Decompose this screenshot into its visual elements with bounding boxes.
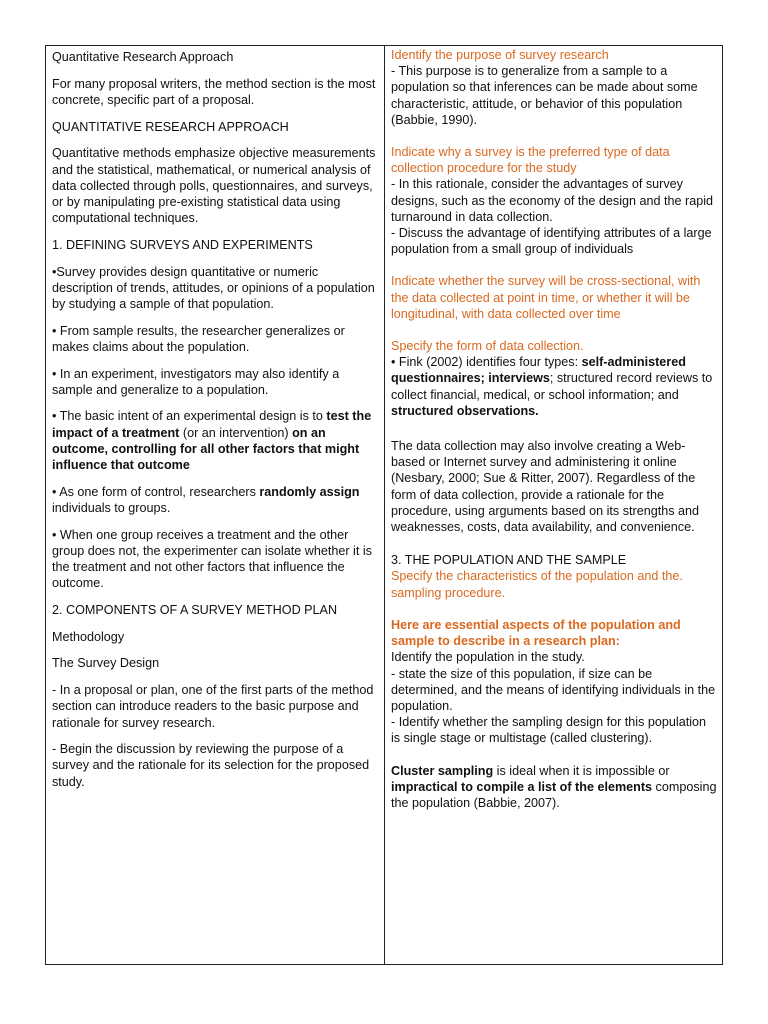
specify-characteristics-heading: Specify the characteristics of the population and the. sampling procedure. <box>391 569 683 600</box>
cross-sectional-block <box>391 273 717 322</box>
why-survey-block <box>391 144 717 257</box>
form-heading: Specify the form of data collection. <box>391 339 584 354</box>
dash-begin-discussion: - Begin the discussion by reviewing the purpose of a survey and the rationale for its selection for the proposed study. <box>52 742 370 789</box>
section-heading-approach: QUANTITATIVE RESEARCH APPROACH <box>52 119 289 134</box>
why-survey-text-1: - In this rationale, consider the advantages of survey designs, such as the economy of the design and the rapid turnaround in data collection. <box>391 177 714 224</box>
form-block <box>391 338 717 419</box>
dash-proposal-plan: - In a proposal or plan, one of the first parts of the method section can introduce readers to the basic purpose and rationale for survey research. <box>52 683 374 730</box>
right-column <box>385 46 722 964</box>
approach-paragraph: Quantitative methods emphasize objective measurements and the statistical, mathematical, or numerical analysis of data collected through polls, questionnaires, and surveys, or by manipulating pre-existing statistical data using computational techniques. <box>52 146 376 226</box>
why-survey-text-2: - Discuss the advantage of identifying attributes of a large population from a small group of individuals <box>391 226 712 257</box>
bullet-sample-results: • From sample results, the researcher generalizes or makes claims about the population. <box>52 323 345 354</box>
cluster-sampling-text: Cluster sampling is ideal when it is impossible or impractical to compile a list of the elements composing the population (Babbie, 2007). <box>391 763 717 810</box>
purpose-heading: Identify the purpose of survey research <box>391 48 609 62</box>
purpose-block <box>391 47 717 128</box>
doc-title: Quantitative Research Approach <box>52 50 234 64</box>
form-types-text: • Fink (2002) identifies four types: self-administered questionnaires; interviews; structured record reviews to collect financial, medical, or school information; and structured observations. <box>391 355 713 418</box>
intro-paragraph: For many proposal writers, the method section is the most concrete, specific part of a proposal. <box>52 76 376 107</box>
two-column-table <box>45 45 723 965</box>
population-heading: 3. THE POPULATION AND THE SAMPLE <box>391 553 627 568</box>
section-heading-components: 2. COMPONENTS OF A SURVEY METHOD PLAN <box>52 602 338 617</box>
cross-sectional-heading: Indicate whether the survey will be cross-sectional, with the data collected at point in time, or whether it will be longitudinal, with data collected over time <box>391 274 701 321</box>
population-heading-block <box>391 552 717 601</box>
cluster-sampling-block <box>391 763 717 812</box>
left-column <box>46 46 385 964</box>
methodology-label: Methodology <box>52 629 125 644</box>
bullet-experimental-intent: • The basic intent of an experimental design is to test the impact of a treatment (or an intervention) on an outcome, controlling for all other factors that might influence that outcome <box>52 409 372 473</box>
identify-population-text: Identify the population in the study. <box>391 650 585 665</box>
bullet-survey: •Survey provides design quantitative or numeric description of trends, attitudes, or opinions of a population by studying a sample of that population. <box>52 264 375 311</box>
why-survey-heading: Indicate why a survey is the preferred type of data collection procedure for the study <box>391 145 670 176</box>
bullet-treatment-group: • When one group receives a treatment and the other group does not, the experimenter can isolate whether it is the treatment and not other factors that influence the outcome. <box>52 527 372 591</box>
survey-design-label: The Survey Design <box>52 656 160 671</box>
web-survey-block <box>391 438 717 535</box>
web-survey-text: The data collection may also involve creating a Web-based or Internet survey and administering it online (Nesbary, 2000; Sue & Ritter, 2007). Regardless of the form of data collection, provide a rationale for the procedure, using arguments based on its strengths and weaknesses, costs, data availability, and convenience. <box>391 439 700 535</box>
section-heading-surveys-experiments: 1. DEFINING SURVEYS AND EXPERIMENTS <box>52 237 313 252</box>
sampling-design-text: - Identify whether the sampling design for this population is single stage or multistage (called clustering). <box>391 715 707 746</box>
essential-aspects-heading: Here are essential aspects of the population and sample to describe in a research plan: <box>391 617 681 649</box>
essential-aspects-block <box>391 617 717 747</box>
bullet-random-assign: • As one form of control, researchers randomly assign individuals to groups. <box>52 484 360 515</box>
bullet-experiment: • In an experiment, investigators may also identify a sample and generalize to a population. <box>52 366 340 397</box>
purpose-text: - This purpose is to generalize from a sample to a population so that inferences can be made about some characteristic, attitude, or behavior of this population (Babbie, 1990). <box>391 64 698 127</box>
population-size-text: - state the size of this population, if size can be determined, and the means of identifying individuals in the population. <box>391 666 716 713</box>
